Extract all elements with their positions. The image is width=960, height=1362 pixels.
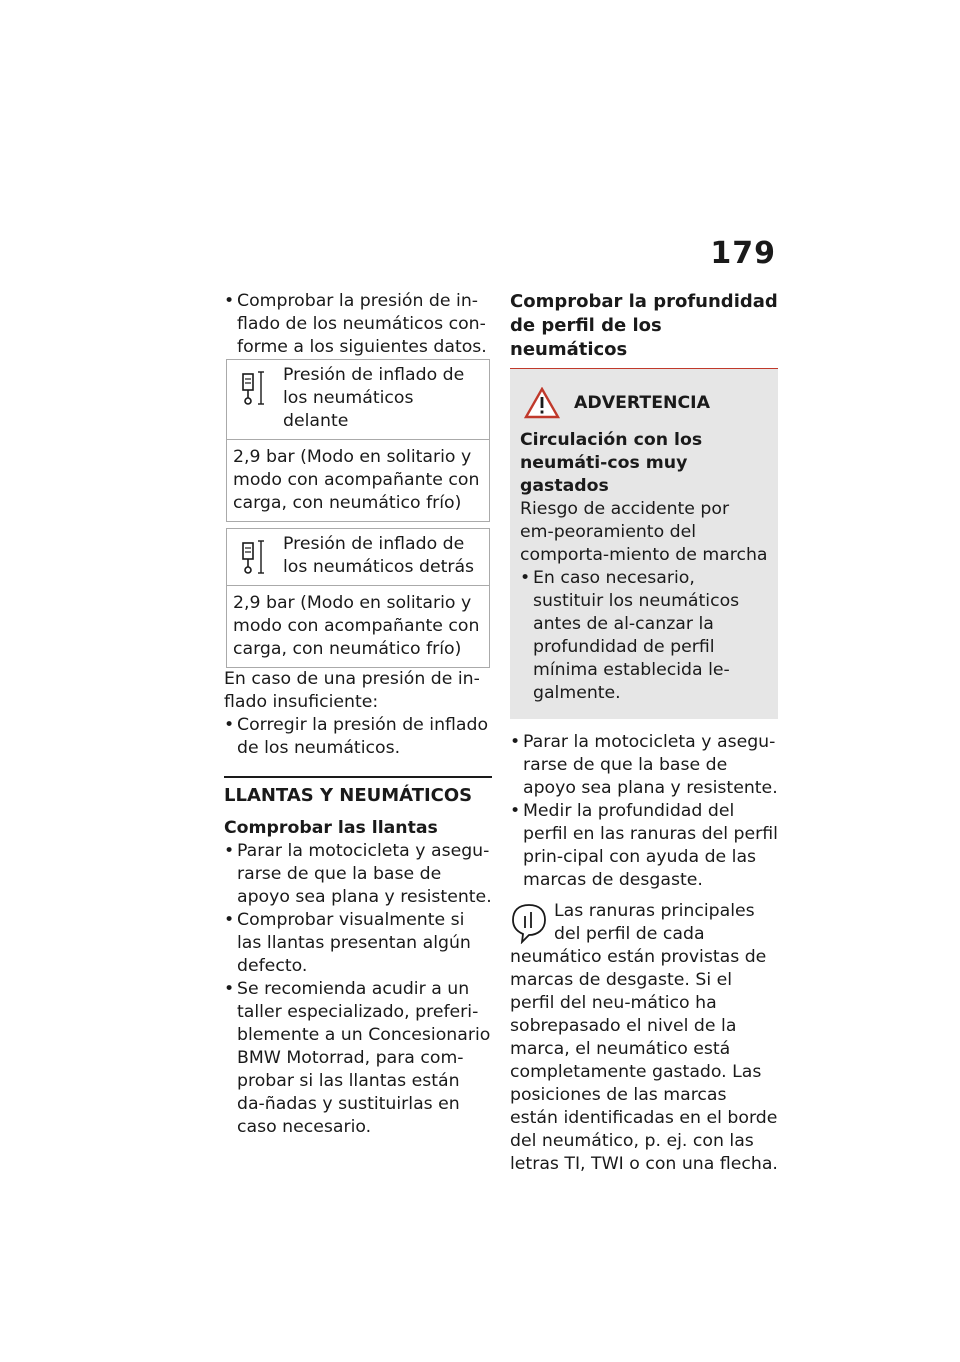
tire-pressure-gauge-icon	[237, 368, 277, 408]
measure-list	[510, 731, 778, 892]
rims-list	[224, 840, 492, 1139]
list-item: • Comprobar visualmente si las llantas presentan algún defecto.	[224, 909, 492, 978]
list-item: • Medir la profundidad del perfil en las ranuras del perfil prin-cipal con ayuda de las marcas de desgaste.	[510, 800, 778, 892]
correct-list	[224, 714, 492, 760]
info-text: Las ranuras principales del perfil de cada neumático están provistas de marcas de desgaste. Si el perfil del neu-mático ha sobrepasado el nivel de la marca, el neumático está completamente gastado. Las posiciones de las marcas están identificadas en el borde del neumático, p. ej. con las letras TI, TWI o con una flecha.	[510, 901, 778, 1174]
subhead-check-rims: Comprobar las llantas	[224, 818, 438, 838]
section-title: LLANTAS Y NEUMÁTICOS	[224, 776, 492, 807]
list-item: • Parar la motocicleta y asegu-rarse de que la base de apoyo sea plana y resistente.	[224, 840, 492, 909]
warning-box	[510, 369, 778, 719]
intro-list	[224, 290, 492, 359]
list-item: • Se recomienda acudir a un taller especializado, preferi-blemente a un Concesionario BMW Motorrad, para com-probar si las llantas están da-ñadas y sustituirlas en caso necesario.	[224, 978, 492, 1139]
insufficient-pressure-text: En caso de una presión de in-flado insuficiente:	[224, 669, 480, 712]
info-icon	[510, 902, 548, 944]
spec-value-front: 2,9 bar (Modo en solitario y modo con acompañante con carga, con neumático frío)	[233, 447, 480, 513]
tire-pressure-gauge-icon	[237, 537, 277, 577]
spec-box-front	[226, 359, 490, 522]
info-note	[510, 900, 778, 1176]
warning-label: ADVERTENCIA	[574, 392, 710, 413]
page-number: 179	[710, 236, 776, 271]
warning-text: Riesgo de accidente por em-peoramiento del comporta-miento de marcha	[520, 499, 768, 565]
spec-value-rear: 2,9 bar (Modo en solitario y modo con acompañante con carga, con neumático frío)	[233, 593, 480, 659]
spec-title-rear: Presión de inflado de los neumáticos detrás	[283, 534, 475, 577]
right-heading: Comprobar la profundidad de perfil de los neumáticos	[510, 291, 778, 360]
warning-title: Circulación con los neumáti-cos muy gastados	[520, 430, 703, 496]
list-item: • Comprobar la presión de in-flado de los neumáticos con-forme a los siguientes datos.	[224, 290, 492, 359]
warning-triangle-icon	[524, 387, 560, 419]
left-column	[224, 290, 492, 1139]
spec-box-rear	[226, 528, 490, 668]
list-item: • Parar la motocicleta y asegu-rarse de que la base de apoyo sea plana y resistente.	[510, 731, 778, 800]
right-column	[510, 290, 778, 1176]
spec-title-front: Presión de inflado de los neumáticos delante	[283, 365, 465, 431]
warning-list	[520, 567, 768, 705]
list-item: • En caso necesario, sustituir los neumáticos antes de al-canzar la profundidad de perfil mínima establecida le-galmente.	[520, 567, 768, 705]
list-item: • Corregir la presión de inflado de los neumáticos.	[224, 714, 492, 760]
